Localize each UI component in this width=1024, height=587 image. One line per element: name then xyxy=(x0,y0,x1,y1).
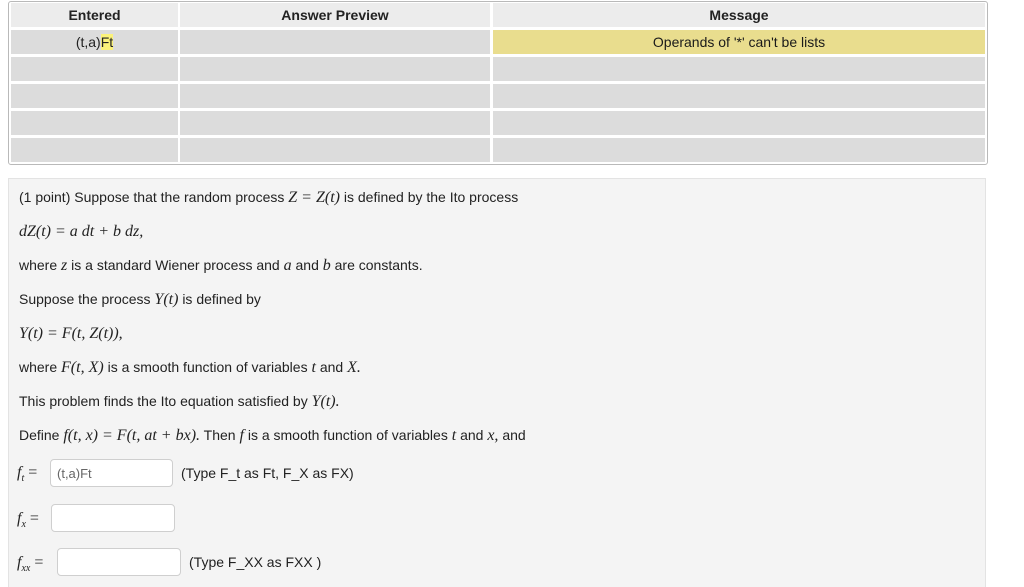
table-row xyxy=(9,30,987,54)
entered-text: (t,a) xyxy=(75,34,101,50)
message-cell xyxy=(493,138,985,162)
text: Then xyxy=(203,427,236,443)
preview-cell xyxy=(180,138,490,162)
table-row xyxy=(9,138,987,162)
header-entered: Entered xyxy=(11,3,178,27)
text: and xyxy=(319,359,344,375)
where-smooth xyxy=(19,359,361,377)
problem-panel xyxy=(8,178,986,587)
text: are constants. xyxy=(334,257,423,273)
results-table xyxy=(8,1,988,165)
equation-dz-text: dZ(t) = a dt + b dz, xyxy=(19,223,144,240)
define-f xyxy=(19,427,526,445)
preview-cell xyxy=(180,84,490,108)
math: X. xyxy=(347,359,361,376)
text: is a smooth function of variables xyxy=(247,427,448,443)
label-f: f xyxy=(17,554,22,571)
entered-cell xyxy=(11,138,178,162)
answer-input-fxx[interactable] xyxy=(57,548,181,576)
entered-cell xyxy=(11,57,178,81)
table-row xyxy=(9,84,987,108)
text: where xyxy=(19,359,58,375)
hint-fxx: (Type F_XX as FXX ) xyxy=(189,554,322,570)
math: a xyxy=(283,257,292,274)
text: is a standard Wiener process and xyxy=(71,257,280,273)
preview-cell xyxy=(180,57,490,81)
preview-cell xyxy=(180,111,490,135)
preview-cell xyxy=(180,30,490,54)
label-f: f xyxy=(17,464,22,481)
equation-y xyxy=(19,325,123,343)
text: is a smooth function of variables xyxy=(107,359,308,375)
intro-text: (1 point) Suppose that the random process xyxy=(19,189,285,205)
where-wiener xyxy=(19,257,423,275)
table-row xyxy=(9,57,987,81)
text: is defined by xyxy=(182,291,261,307)
math: f xyxy=(239,427,244,444)
label-sub: xx xyxy=(21,563,31,575)
text: and xyxy=(460,427,484,443)
answer-input-fx[interactable] xyxy=(51,504,175,532)
math: t xyxy=(311,359,316,376)
math: Y(t). xyxy=(311,393,340,410)
answer-label-fx: $f_x$ = xyxy=(17,510,39,531)
math: Y(t) xyxy=(154,291,179,308)
entered-highlight: Ft xyxy=(100,34,114,50)
text: and xyxy=(295,257,319,273)
entered-cell xyxy=(11,111,178,135)
header-answer-preview: Answer Preview xyxy=(180,3,490,27)
text: Define xyxy=(19,427,60,443)
text: This problem finds the Ito equation satisfied by xyxy=(19,393,308,409)
equation-y-text: Y(t) = F(t, Z(t)), xyxy=(19,325,123,342)
answer-label-fxx: $f_{xx}$ = xyxy=(17,554,44,575)
hint-ft: (Type F_t as Ft, F_X as FX) xyxy=(181,465,354,481)
text: where xyxy=(19,257,58,273)
label-sub: t xyxy=(21,473,25,485)
table-header-row xyxy=(9,3,987,27)
intro-tail: is defined by the Ito process xyxy=(343,189,519,205)
answer-input-ft[interactable] xyxy=(50,459,173,487)
entered-cell xyxy=(11,84,178,108)
math: F(t, X) xyxy=(61,359,104,376)
suppose-process xyxy=(19,291,261,309)
text: Suppose the process xyxy=(19,291,151,307)
math: x, xyxy=(487,427,499,444)
text: and xyxy=(502,427,526,443)
math: z xyxy=(61,257,68,274)
equation-dz xyxy=(19,223,143,241)
message-cell xyxy=(493,57,985,81)
math: f(t, x) = F(t, at + bx). xyxy=(63,427,201,444)
math: b xyxy=(322,257,331,274)
answer-label-ft: $f_t$ = xyxy=(17,464,38,485)
table-row xyxy=(9,111,987,135)
intro-math: Z = Z(t) xyxy=(288,189,340,206)
label-f: f xyxy=(17,510,22,527)
message-cell: Operands of '*' can't be lists xyxy=(493,30,985,54)
problem-intro xyxy=(19,189,518,207)
math: t xyxy=(451,427,457,444)
entered-cell xyxy=(11,30,178,54)
header-message: Message xyxy=(493,3,985,27)
message-cell xyxy=(493,84,985,108)
finds-ito xyxy=(19,393,340,411)
message-cell xyxy=(493,111,985,135)
label-sub: x xyxy=(21,519,26,531)
